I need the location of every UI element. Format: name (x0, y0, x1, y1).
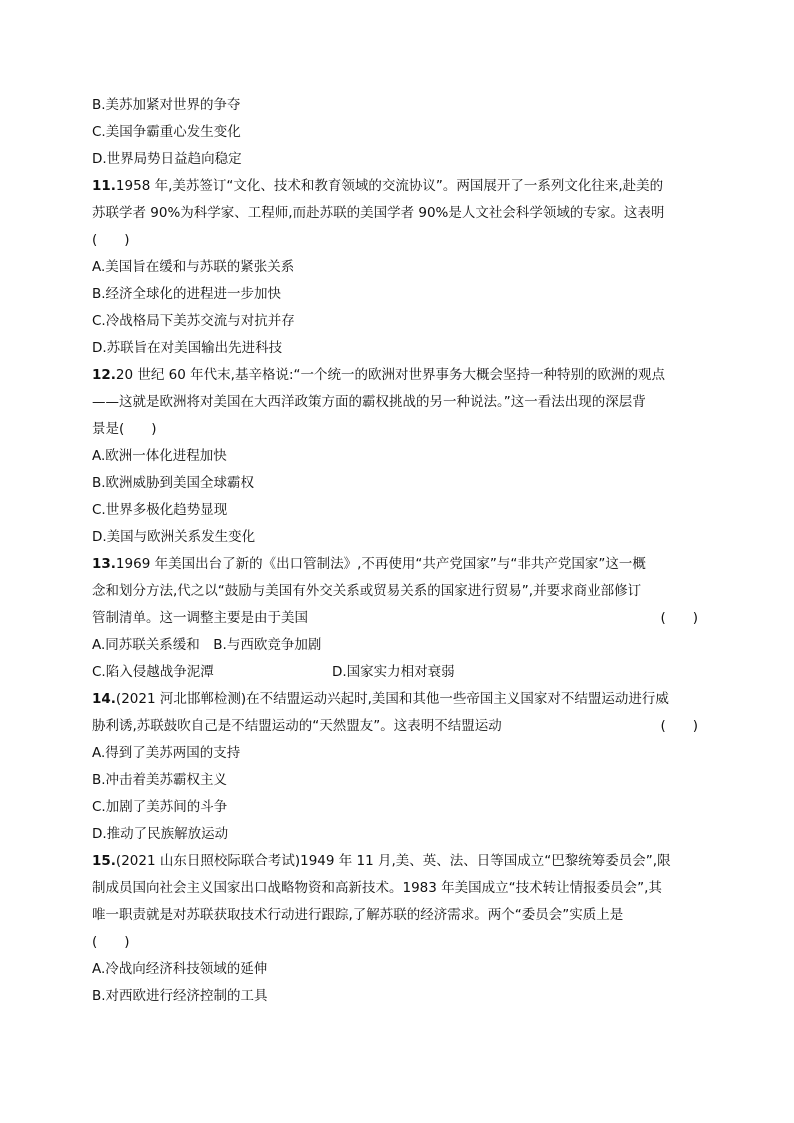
q12-option-b: B.欧洲威胁到美国全球霸权 (92, 475, 255, 491)
q11-option-c: C.冷战格局下美苏交流与对抗并存 (92, 313, 295, 329)
q15-stem-line-2: 制成员国向社会主义国家出口战略物资和高新技术。1983 年美国成立“技术转让情报委员会”,其 (92, 880, 662, 896)
q13-option-d: D.国家实力相对衰弱 (332, 664, 455, 680)
q11-stem-line-2: 苏联学者 90%为科学家、工程师,而赴苏联的美国学者 90%是人文社会科学领域的专家。这表明 (92, 205, 665, 221)
q11-stem-line-1 (92, 173, 704, 200)
q15-answer-paren: ( ) (92, 934, 130, 950)
q13-answer-paren: ( ) (660, 610, 698, 626)
q10-option-b: B.美苏加紧对世界的争夺 (92, 97, 241, 113)
q11-stem-text-1: 1958 年,美苏签订“文化、技术和教育领域的交流协议”。两国展开了一系列文化往来,赴美的 (115, 178, 664, 194)
q14-answer-paren: ( ) (660, 718, 698, 734)
q15-stem-line-3: 唯一职责就是对苏联获取技术行动进行跟踪,了解苏联的经济需求。两个“委员会”实质上是 (92, 907, 624, 923)
q15-option-b: B.对西欧进行经济控制的工具 (92, 988, 268, 1004)
q14-stem-text-1: (2021 河北邯郸检测)在不结盟运动兴起时,美国和其他一些帝国主义国家对不结盟运动进行威 (115, 691, 669, 707)
q15-stem-text-1: (2021 山东日照校际联合考试)1949 年 11 月,美、英、法、日等国成立“巴黎统筹委员会”,限 (115, 853, 671, 869)
q12-stem-text-1: 20 世纪 60 年代末,基辛格说:“一个统一的欧洲对世界事务大概会坚持一种特别的欧洲的观点 (115, 367, 665, 383)
q14-option-d: D.推动了民族解放运动 (92, 826, 229, 842)
q12-number: 12. (92, 367, 116, 383)
q12-stem-line-3: 景是( ) (92, 421, 157, 437)
q11-option-b: B.经济全球化的进程进一步加快 (92, 286, 282, 302)
q14-option-a: A.得到了美苏两国的支持 (92, 745, 241, 761)
q15-number: 15. (92, 853, 116, 869)
q13-option-c: C.陷入侵越战争泥潭 (92, 664, 214, 680)
q13-number: 13. (92, 556, 116, 572)
q14-option-b: B.冲击着美苏霸权主义 (92, 772, 228, 788)
q14-number: 14. (92, 691, 116, 707)
q12-option-a: A.欧洲一体化进程加快 (92, 448, 227, 464)
q13-stem-text-3: 管制清单。这一调整主要是由于美国 (92, 610, 308, 626)
q13-options-cd (92, 659, 704, 686)
q14-option-c: C.加剧了美苏间的斗争 (92, 799, 228, 815)
q15-stem-line-1 (92, 848, 704, 875)
q15-option-a: A.冷战向经济科技领域的延伸 (92, 961, 268, 977)
q14-stem-line-2 (92, 713, 704, 740)
q13-options-ab: A.同苏联关系缓和 B.与西欧竞争加剧 (92, 637, 322, 653)
q11-answer-paren: ( ) (92, 232, 130, 248)
q12-option-c: C.世界多极化趋势显现 (92, 502, 228, 518)
q12-stem-line-1 (92, 362, 704, 389)
q12-stem-line-2: ——这就是欧洲将对美国在大西洋政策方面的霸权挑战的另一种说法。”这一看法出现的深层背 (92, 394, 646, 410)
q10-option-c: C.美国争霸重心发生变化 (92, 124, 241, 140)
q13-stem-line-3 (92, 605, 704, 632)
q13-stem-text-1: 1969 年美国出台了新的《出口管制法》,不再使用“共产党国家”与“非共产党国家”这一概 (115, 556, 646, 572)
q12-option-d: D.美国与欧洲关系发生变化 (92, 529, 256, 545)
q14-stem-text-2: 胁利诱,苏联鼓吹自己是不结盟运动的“天然盟友”。这表明不结盟运动 (92, 718, 502, 734)
q10-option-d: D.世界局势日益趋向稳定 (92, 151, 242, 167)
q11-option-a: A.美国旨在缓和与苏联的紧张关系 (92, 259, 295, 275)
q11-number: 11. (92, 178, 116, 194)
q13-stem-line-1 (92, 551, 704, 578)
q14-stem-line-1 (92, 686, 704, 713)
question-page (92, 92, 704, 1010)
q13-stem-line-2: 念和划分方法,代之以“鼓励与美国有外交关系或贸易关系的国家进行贸易”,并要求商业部修订 (92, 583, 642, 599)
q11-option-d: D.苏联旨在对美国输出先进科技 (92, 340, 283, 356)
